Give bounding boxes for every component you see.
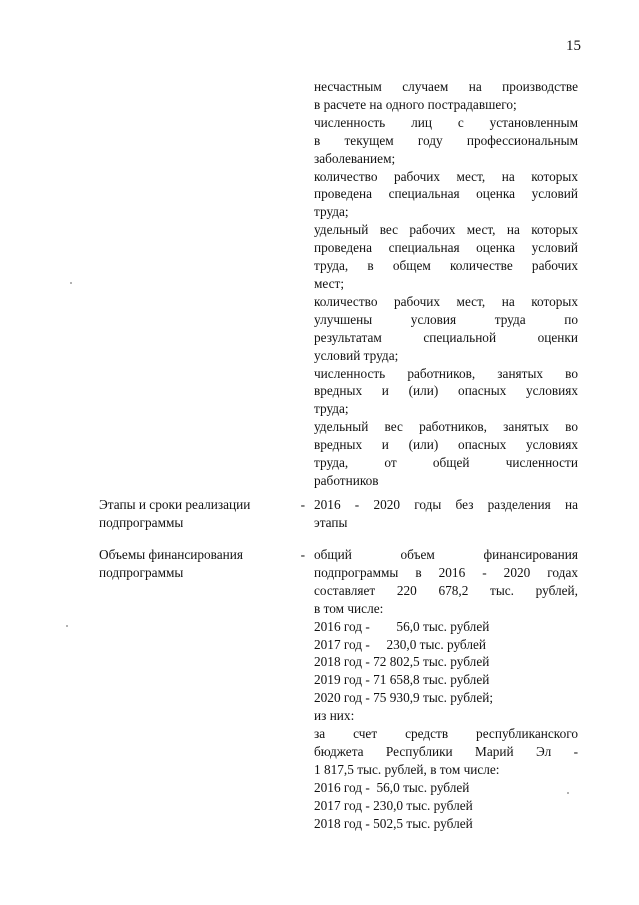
stages-value-line2: этапы xyxy=(314,514,348,530)
funding-line: 2018 год - 72 802,5 тыс. рублей xyxy=(314,654,490,670)
indicators-line: работников xyxy=(314,472,379,488)
indicators-line: результатам специальной оценки xyxy=(314,329,578,345)
indicators-line: вредных и (или) опасных условиях xyxy=(314,437,578,453)
indicators-line: количество рабочих мест, на которых xyxy=(314,168,578,184)
funding-line: 1 817,5 тыс. рублей, в том числе: xyxy=(314,761,500,777)
stages-value xyxy=(314,496,578,532)
funding-dash: - xyxy=(300,547,305,562)
funding-line: общий объем финансирования xyxy=(314,547,578,562)
indicators-line: в расчете на одного пострадавшего; xyxy=(314,96,517,112)
page-number: 15 xyxy=(566,38,581,54)
indicators-line: труда, от общей численности xyxy=(314,455,578,471)
indicators-line: удельный вес рабочих мест, на которых xyxy=(314,222,578,238)
funding-line: 2020 год - 75 930,9 тыс. рублей; xyxy=(314,690,494,706)
funding-line: 2017 год - 230,0 тыс. рублей xyxy=(314,797,473,813)
scan-speck xyxy=(70,282,72,284)
stages-label-line1 xyxy=(99,496,305,514)
indicators-line: труда; xyxy=(314,204,349,220)
funding-value xyxy=(314,546,578,833)
indicators-line: улучшены условия труда по xyxy=(314,311,578,327)
stages-label-line2: подпрограммы xyxy=(99,514,184,530)
indicators-line: проведена специальная оценка условий xyxy=(314,186,578,202)
funding-label-text: Объемы финансирования xyxy=(99,547,244,562)
funding-line: в том числе: xyxy=(314,600,384,616)
funding-line: 2017 год - 230,0 тыс. рублей xyxy=(314,636,487,652)
funding-line: за счет средств республиканского xyxy=(314,726,578,742)
funding-line: 2016 год - 56,0 тыс. рублей xyxy=(314,618,490,634)
stages-dash: - xyxy=(300,497,305,512)
indicators-line: численность лиц с установленным xyxy=(314,114,578,130)
indicators-line: труда, в общем количестве рабочих xyxy=(314,258,578,274)
scan-speck xyxy=(567,792,569,794)
indicators-line: удельный вес работников, занятых во xyxy=(314,419,578,435)
funding-line: подпрограммы в 2016 - 2020 годах xyxy=(314,564,578,580)
stages-value-line1: 2016 - 2020 годы без разделения на xyxy=(314,497,578,512)
indicators-line: труда; xyxy=(314,401,349,417)
funding-line: составляет 220 678,2 тыс. рублей, xyxy=(314,582,578,598)
stages-label-text: Этапы и сроки реализации xyxy=(99,497,251,512)
funding-label xyxy=(99,546,305,582)
indicators-line: численность работников, занятых во xyxy=(314,365,578,381)
funding-line: 2018 год - 502,5 тыс. рублей xyxy=(314,815,473,831)
indicators-line: несчастным случаем на производстве xyxy=(314,79,578,94)
funding-label-line1 xyxy=(99,546,305,564)
indicators-line: условий труда; xyxy=(314,347,399,363)
funding-line: из них: xyxy=(314,708,355,724)
indicators-line: вредных и (или) опасных условиях xyxy=(314,383,578,399)
funding-line: 2019 год - 71 658,8 тыс. рублей xyxy=(314,672,490,688)
stages-label xyxy=(99,496,305,532)
funding-line: бюджета Республики Марий Эл - xyxy=(314,743,578,759)
indicators-line: в текущем году профессиональным xyxy=(314,132,578,148)
indicators-line: мест; xyxy=(314,275,345,291)
indicators-line: количество рабочих мест, на которых xyxy=(314,293,578,309)
indicators-line: заболеванием; xyxy=(314,150,396,166)
funding-label-line2: подпрограммы xyxy=(99,564,184,580)
funding-line: 2016 год - 56,0 тыс. рублей xyxy=(314,779,470,795)
scan-speck xyxy=(66,625,68,627)
indicators-continuation xyxy=(314,78,578,490)
indicators-line: проведена специальная оценка условий xyxy=(314,240,578,256)
